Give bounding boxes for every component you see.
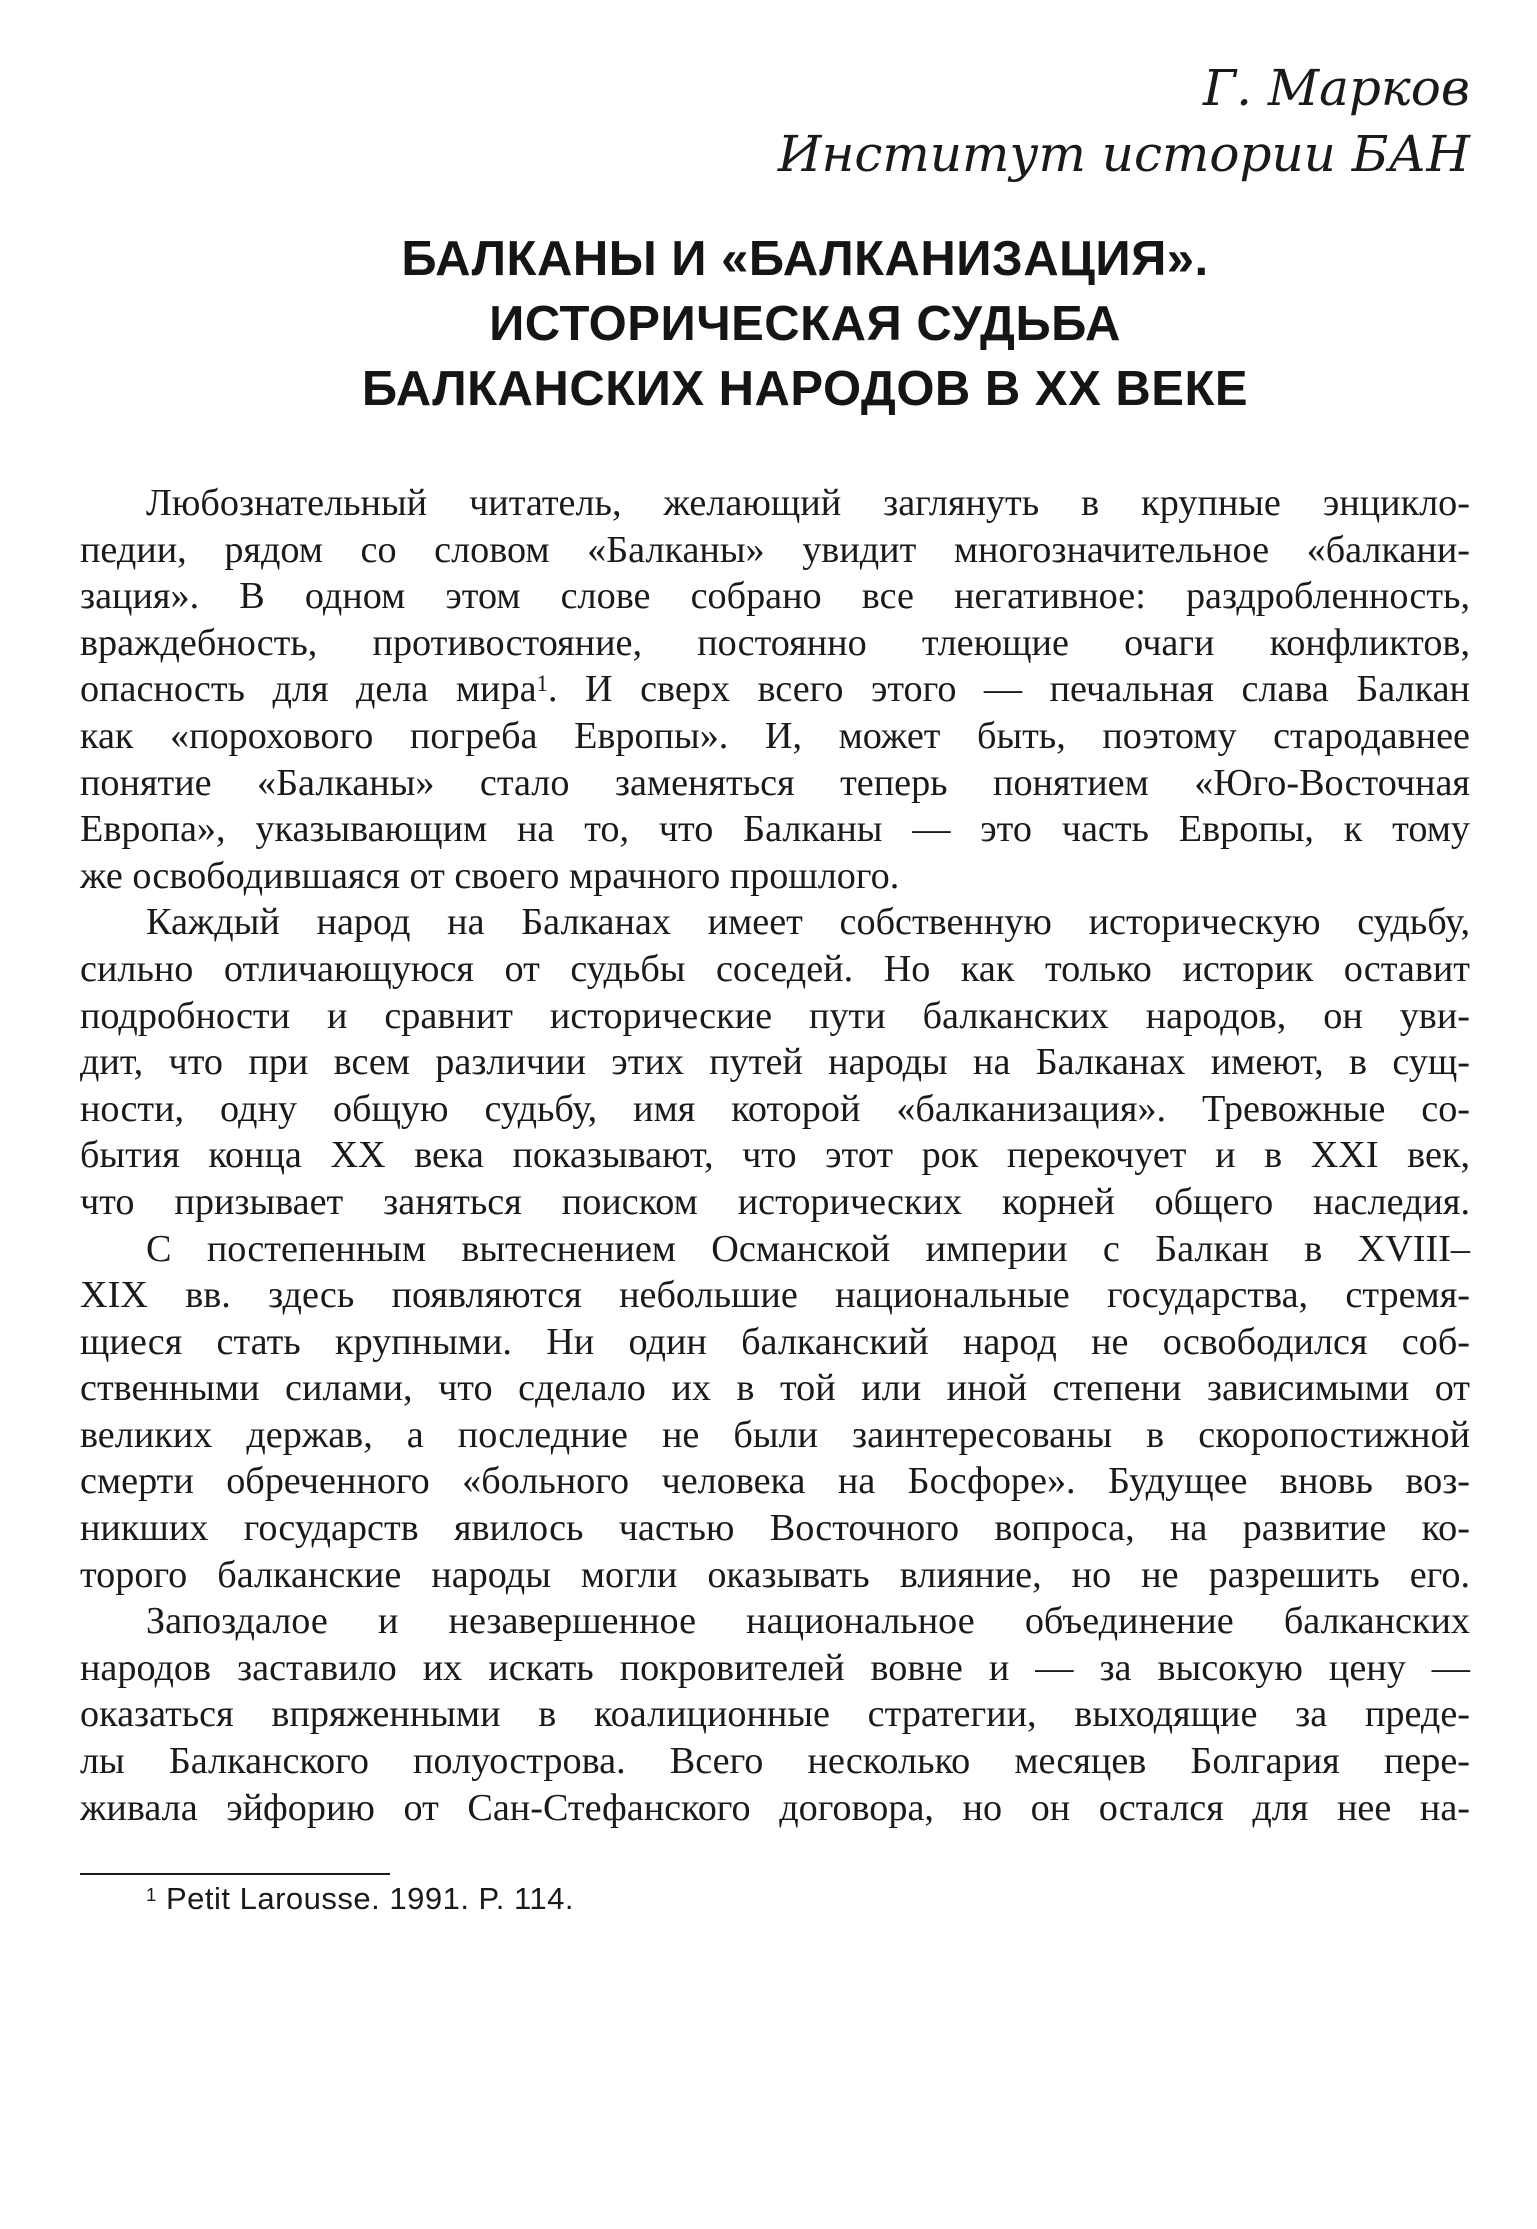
author-affiliation: Институт истории БАН bbox=[777, 125, 1470, 183]
text-line-with-footnote bbox=[80, 666, 1470, 713]
text-line: оказаться впряженными в коалиционные стратегии, выходящие за преде- bbox=[80, 1693, 1470, 1736]
text-line: дит, что при всем различии этих путей народы на Балканах имеют, в сущ- bbox=[80, 1041, 1470, 1084]
text-segment: . И сверх всего этого — печальная слава Балкан bbox=[547, 668, 1470, 711]
text-line: же освободившаяся от своего мрачного прошлого. bbox=[80, 854, 900, 897]
title-line-3: БАЛКАНСКИХ НАРОДОВ В XX ВЕКЕ bbox=[361, 362, 1249, 416]
text-line: Европа», указывающим на то, что Балканы — это часть Европы, к тому bbox=[80, 808, 1470, 851]
paragraph-2 bbox=[80, 899, 1470, 1225]
text-line: сильно отличающуюся от судьбы соседей. Но как только историк оставит bbox=[80, 947, 1470, 990]
title-line-2: ИСТОРИЧЕСКАЯ СУДЬБА bbox=[489, 297, 1121, 351]
text-line: Любознательный читатель, желающий заглянуть в крупные энцикло- bbox=[146, 482, 1470, 524]
footnote-divider bbox=[80, 1873, 390, 1875]
text-line: зация». В одном этом слове собрано все негативное: раздробленность, bbox=[80, 575, 1470, 618]
text-line: торого балканские народы могли оказывать влияние, но не разрешить его. bbox=[80, 1553, 1470, 1596]
text-line: враждебность, противостояние, постоянно тлеющие очаги конфликтов, bbox=[80, 621, 1470, 664]
footnote-mark: 1 bbox=[146, 1883, 157, 1905]
title-line-1: БАЛКАНЫ И «БАЛКАНИЗАЦИЯ». bbox=[401, 232, 1209, 286]
text-line: XIX вв. здесь появляются небольшие национальные государства, стремя- bbox=[80, 1274, 1470, 1317]
paragraph-4 bbox=[80, 1598, 1470, 1831]
text-line: что призывает заняться поиском исторических корней общего наследия. bbox=[80, 1180, 1470, 1223]
text-line: как «порохового погреба Европы». И, может быть, поэтому стародавнее bbox=[80, 714, 1470, 757]
text-line: педии, рядом со словом «Балканы» увидит многозначительное «балкани- bbox=[80, 528, 1470, 571]
text-line: смерти обреченного «больного человека на Босфоре». Будущее вновь воз- bbox=[80, 1460, 1470, 1503]
text-line: понятие «Балканы» стало заменяться теперь понятием «Юго-Восточная bbox=[80, 761, 1470, 804]
text-line: никших государств явилось частью Восточного вопроса, на развитие ко- bbox=[80, 1507, 1470, 1550]
text-line: великих держав, а последние не были заинтересованы в скоропостижной bbox=[80, 1413, 1470, 1456]
footnote bbox=[80, 1879, 1470, 1919]
text-line: бытия конца XX века показывают, что этот рок перекочует и в XXI век, bbox=[80, 1134, 1470, 1177]
author-block bbox=[80, 55, 1470, 187]
text-line: ности, одну общую судьбу, имя которой «балканизация». Тревожные со- bbox=[80, 1087, 1470, 1130]
text-line: лы Балканского полуострова. Всего несколько месяцев Болгария пере- bbox=[80, 1740, 1470, 1783]
text-line: Запоздалое и незавершенное национальное объединение балканских bbox=[146, 1600, 1470, 1643]
author-name: Г. Марков bbox=[1203, 59, 1470, 117]
text-segment: опасность для дела мира bbox=[80, 668, 537, 711]
article-body bbox=[80, 480, 1470, 1831]
paragraph-3 bbox=[80, 1226, 1470, 1599]
page-content bbox=[80, 55, 1470, 1919]
text-line: народов заставило их искать покровителей вовне и — за высокую цену — bbox=[80, 1646, 1470, 1689]
footnote-reference[interactable]: 1 bbox=[536, 671, 548, 697]
footnote-text: Petit Larousse. 1991. P. 114. bbox=[165, 1881, 574, 1917]
text-line: живала эйфорию от Сан-Стефанского договора, но он остался для нее на- bbox=[80, 1786, 1470, 1829]
text-line: подробности и сравнит исторические пути балканских народов, он уви- bbox=[80, 994, 1470, 1037]
paragraph-1 bbox=[80, 480, 1470, 899]
text-line: С постепенным вытеснением Османской империи с Балкан в XVIII– bbox=[146, 1227, 1470, 1270]
text-line: щиеся стать крупными. Ни один балканский народ не освободился соб- bbox=[80, 1320, 1470, 1363]
article-title bbox=[80, 227, 1470, 422]
text-line: ственными силами, что сделало их в той или иной степени зависимыми от bbox=[80, 1367, 1470, 1410]
text-line: Каждый народ на Балканах имеет собственную историческую судьбу, bbox=[146, 901, 1470, 944]
